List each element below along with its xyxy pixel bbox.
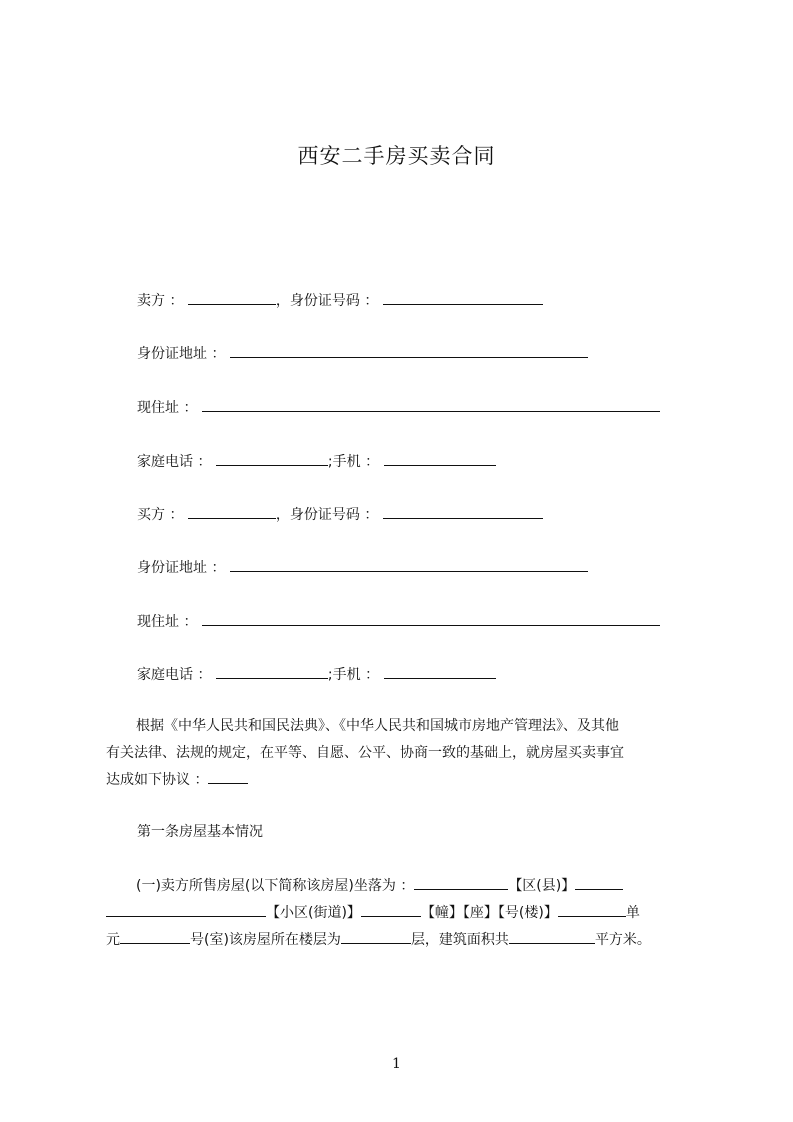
room-label: 号(室)该房屋所在楼层为 <box>190 932 341 948</box>
item-1-line-3 <box>106 927 702 954</box>
seller-mobile-label: ;手机 <box>327 454 361 470</box>
colon: ： <box>365 667 380 683</box>
seller-current-address-blank[interactable] <box>202 397 660 412</box>
buyer-home-phone-blank[interactable] <box>216 664 328 679</box>
item-1-line-1 <box>106 873 702 900</box>
location-blank[interactable] <box>414 875 508 890</box>
colon: ： <box>169 293 184 309</box>
item-1-line-2 <box>106 900 702 927</box>
buyer-current-address-row <box>137 611 660 633</box>
district-blank-cont[interactable] <box>106 902 266 917</box>
buyer-current-address-blank[interactable] <box>202 611 660 626</box>
colon: ： <box>211 346 226 362</box>
area-unit-label: 平方米。 <box>594 932 651 948</box>
building-blank[interactable] <box>558 902 626 917</box>
seller-phone-row <box>137 451 496 473</box>
area-blank[interactable] <box>509 929 595 944</box>
floor-blank[interactable] <box>341 929 411 944</box>
buyer-phone-row <box>137 664 496 686</box>
buyer-id-number-blank[interactable] <box>383 504 543 519</box>
preamble-line-3 <box>106 767 702 794</box>
buyer-id-address-row <box>137 557 588 579</box>
buyer-id-address-label: 身份证地址 <box>137 560 207 576</box>
district-blank[interactable] <box>575 875 623 890</box>
preamble-line-1: 根据《中华人民共和国民法典》、《中华人民共和国城市房地产管理法》、及其他 <box>136 718 619 734</box>
seller-home-phone-blank[interactable] <box>216 451 328 466</box>
unit-blank[interactable] <box>120 929 190 944</box>
buyer-current-address-label: 现住址 <box>137 614 179 630</box>
unit-label: 单 <box>625 905 640 921</box>
preamble-paragraph <box>106 713 702 794</box>
buyer-label: 买方 <box>137 507 165 523</box>
colon: ： <box>197 667 212 683</box>
buyer-id-address-blank[interactable] <box>230 557 588 572</box>
seller-id-number-blank[interactable] <box>383 290 543 305</box>
page-number: 1 <box>392 1056 401 1072</box>
district-label: 【区(县)】 <box>508 878 576 894</box>
seller-name-blank[interactable] <box>188 290 276 305</box>
community-blank[interactable] <box>361 902 421 917</box>
buyer-home-phone-label: 家庭电话 <box>137 667 193 683</box>
colon: ： <box>194 772 209 788</box>
community-label: 【小区(街道)】 <box>266 905 361 921</box>
colon: ： <box>183 614 198 630</box>
building-label: 【幢】【座】【号(楼)】 <box>420 905 558 921</box>
item-1-prefix: (一)卖方所售房屋(以下简称该房屋)坐落为 <box>136 878 396 894</box>
seller-home-phone-label: 家庭电话 <box>137 454 193 470</box>
unit-label-cont: 元 <box>106 932 120 948</box>
seller-current-address-label: 现住址 <box>137 400 179 416</box>
article-1-heading: 第一条房屋基本情况 <box>137 824 263 840</box>
buyer-mobile-label: ;手机 <box>327 667 361 683</box>
contract-title: 西安二手房买卖合同 <box>297 144 496 168</box>
seller-name-row <box>137 290 543 312</box>
colon: ： <box>364 507 379 523</box>
colon: ： <box>169 507 184 523</box>
seller-label: 卖方 <box>137 293 165 309</box>
buyer-mobile-blank[interactable] <box>384 664 496 679</box>
colon: ： <box>211 560 226 576</box>
buyer-name-blank[interactable] <box>188 504 276 519</box>
seller-id-address-row <box>137 343 588 365</box>
seller-id-address-blank[interactable] <box>230 343 588 358</box>
buyer-id-number-label: ，身份证号码 <box>275 507 360 523</box>
seller-current-address-row <box>137 397 660 419</box>
article-1-item-1 <box>106 873 702 954</box>
seller-id-address-label: 身份证地址 <box>137 346 207 362</box>
colon: ： <box>197 454 212 470</box>
agreement-blank[interactable] <box>208 769 248 784</box>
seller-id-number-label: ，身份证号码 <box>275 293 360 309</box>
colon: ： <box>400 878 415 894</box>
preamble-line-2: 有关法律、法规的规定，在平等、自愿、公平、协商一致的基础上，就房屋买卖事宜 <box>106 745 624 761</box>
preamble-line-3-text: 达成如下协议 <box>106 772 190 788</box>
colon: ： <box>183 400 198 416</box>
floor-label: 层，建筑面积共 <box>410 932 509 948</box>
colon: ： <box>365 454 380 470</box>
colon: ： <box>364 293 379 309</box>
seller-mobile-blank[interactable] <box>384 451 496 466</box>
buyer-name-row <box>137 504 543 526</box>
